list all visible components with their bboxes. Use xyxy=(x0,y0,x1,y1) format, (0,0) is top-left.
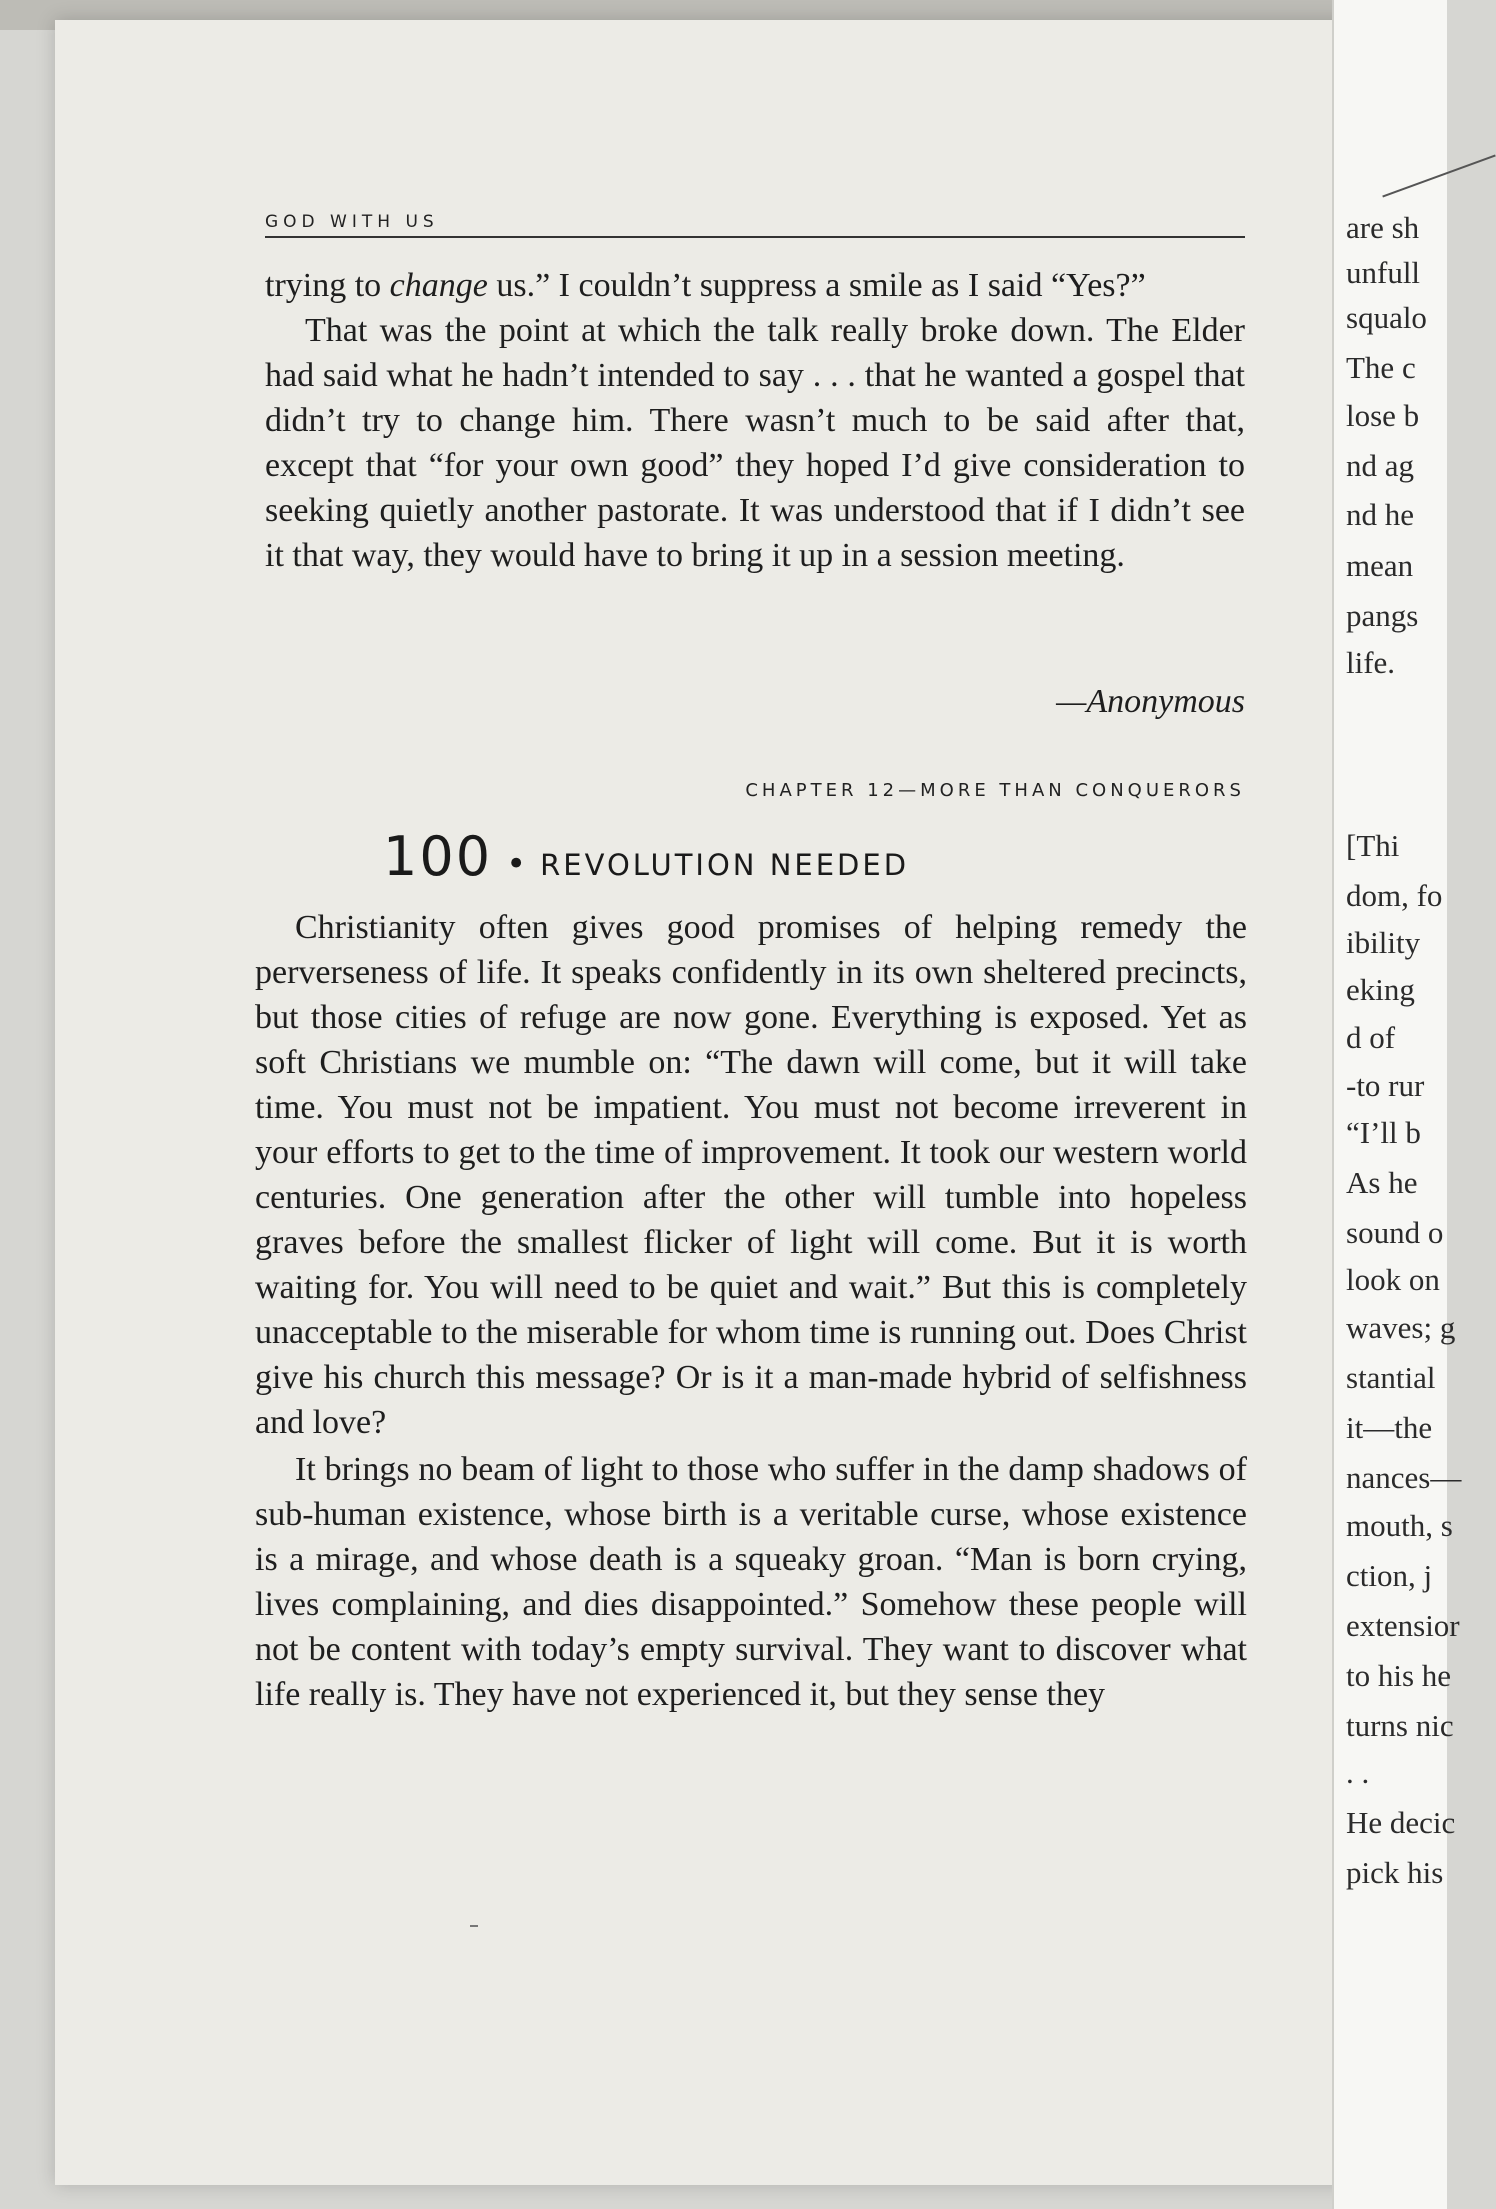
facing-line: pick his xyxy=(1346,1855,1444,1890)
section-heading xyxy=(383,825,1243,888)
facing-line: are sh xyxy=(1346,210,1420,245)
facing-line: life. xyxy=(1346,645,1396,680)
header-rule xyxy=(265,236,1245,238)
facing-line: ibility xyxy=(1346,925,1421,960)
facing-line: waves; g xyxy=(1346,1310,1456,1345)
facing-line: sound o xyxy=(1346,1215,1444,1250)
section-number: 100 xyxy=(383,825,493,888)
facing-line: “I’ll b xyxy=(1346,1115,1421,1150)
section-body xyxy=(255,905,1247,1717)
facing-line: nd he xyxy=(1346,497,1415,532)
facing-line: lose b xyxy=(1346,398,1420,433)
facing-line: As he xyxy=(1346,1165,1418,1200)
facing-line: d of xyxy=(1346,1020,1396,1055)
quote-emphasis: change xyxy=(389,267,488,304)
page-mark xyxy=(470,1925,478,1927)
chapter-label: CHAPTER 12—MORE THAN CONQUERORS xyxy=(745,780,1245,801)
facing-line: nd ag xyxy=(1346,448,1415,483)
running-head: GOD WITH US xyxy=(265,212,439,232)
facing-line: dom, fo xyxy=(1346,878,1443,913)
facing-line: to his he xyxy=(1346,1658,1452,1693)
quote-paragraph-1 xyxy=(265,263,1245,308)
facing-line: extensior xyxy=(1346,1608,1460,1643)
facing-line: mean xyxy=(1346,548,1414,583)
facing-line: -to rur xyxy=(1346,1068,1425,1103)
facing-line: . . xyxy=(1346,1755,1370,1790)
section-title: REVOLUTION NEEDED xyxy=(540,848,910,882)
quote-paragraph-2: That was the point at which the talk really broke down. The Elder had said what he hadn’t intended to say . . . that he wanted a gospel that didn’t try to change him. There wasn’t much to be said after that, except that “for your own good” they hoped I’d give consideration to seeking quietly another pastorate. It was understood that if I didn’t see it that way, they would have to bring it up in a session meeting. xyxy=(265,312,1245,574)
section-bullet: • xyxy=(506,844,527,884)
facing-line: nances— xyxy=(1346,1460,1462,1495)
facing-line: eking xyxy=(1346,972,1415,1007)
attribution: —Anonymous xyxy=(1056,683,1245,720)
section-paragraph-1: Christianity often gives good promises of helping remedy the perverseness of life. It speaks confidently in its own sheltered precincts, but those cities of refuge are now gone. Everything is exposed. Yet as soft Christians we mumble on: “The dawn will come, but it will take time. You must not be impatient. You must not become irreverent in your efforts to get to the time of improvement. It took our western world centuries. One generation after the other will tumble into hopeless graves before the smallest flicker of light will come. But it is worth waiting for. You will need to be quiet and wait.” But this is completely unacceptable to the miserable for whom time is running out. Does Christ give his church this message? Or is it a man-made hybrid of selfishness and love? xyxy=(255,909,1247,1441)
facing-page-rule xyxy=(1382,155,1495,198)
facing-line: unfull xyxy=(1346,255,1421,290)
facing-line: [Thi xyxy=(1346,828,1400,863)
facing-line: look on xyxy=(1346,1262,1440,1297)
facing-line: The c xyxy=(1346,350,1416,385)
facing-line: mouth, s xyxy=(1346,1508,1453,1543)
facing-line: squalo xyxy=(1346,300,1427,335)
facing-line: stantial xyxy=(1346,1360,1436,1395)
quote-text: trying to xyxy=(265,267,390,304)
section-paragraph-2: It brings no beam of light to those who suffer in the damp shadows of sub-human existence, whose birth is a veritable curse, whose existence is a mirage, and whose death is a squeaky groan. “Man is born crying, lives complaining, and dies disappointed.” Somehow these people will not be content with today’s empty survival. They want to discover what life really is. They have not experienced it, but they sense they xyxy=(255,1451,1247,1713)
facing-line: ction, j xyxy=(1346,1558,1433,1593)
facing-line: He decic xyxy=(1346,1805,1456,1840)
quote-text-end: us.” I couldn’t suppress a smile as I said “Yes?” xyxy=(487,267,1146,304)
quote-block xyxy=(265,263,1245,578)
facing-line: pangs xyxy=(1346,598,1419,633)
facing-line: it—the xyxy=(1346,1410,1433,1445)
facing-page xyxy=(1332,0,1462,2209)
facing-line: turns nic xyxy=(1346,1708,1454,1743)
